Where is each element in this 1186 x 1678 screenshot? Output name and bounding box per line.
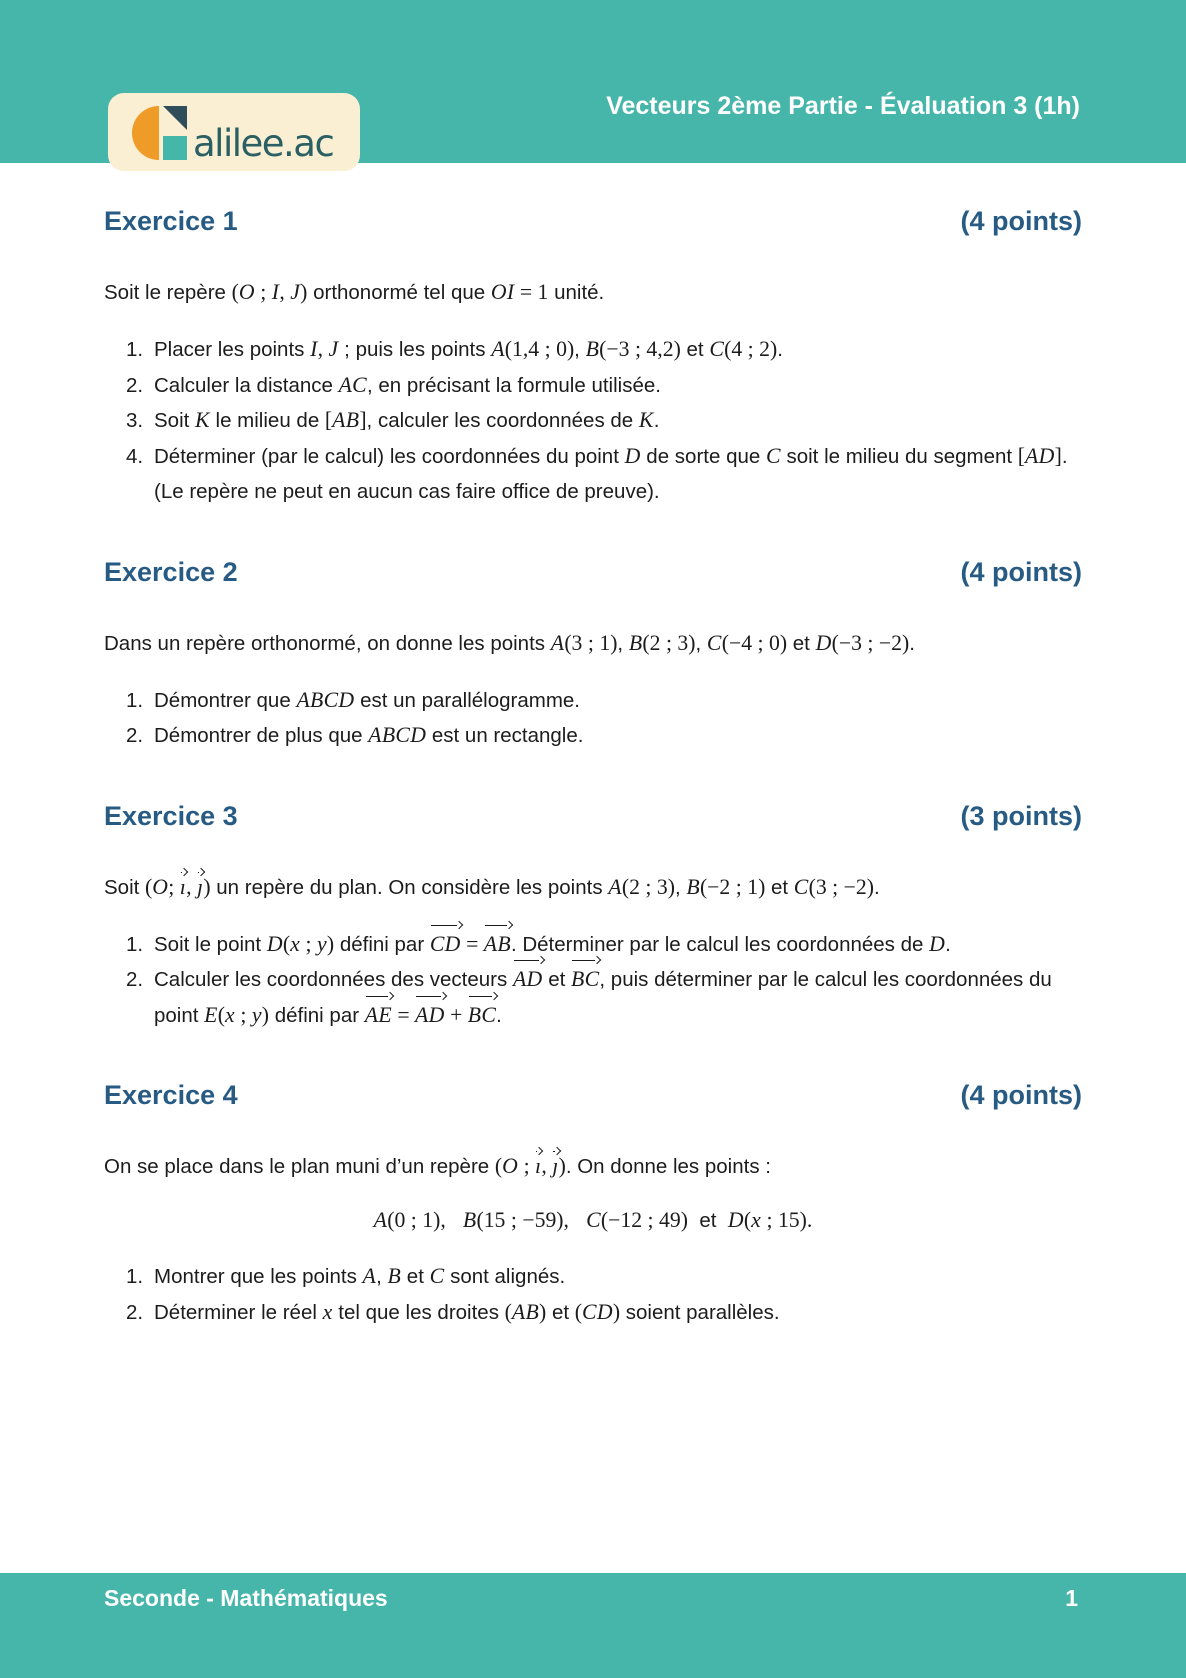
- exercise-equation: A(0 ; 1), B(15 ; −59), C(−12 ; 49) et D(x ; 15).: [373, 1208, 813, 1232]
- math-expression: =: [466, 931, 479, 956]
- vector-expression: BC: [571, 962, 599, 998]
- galilee-logo: [108, 93, 360, 171]
- logo-half-disc: [132, 106, 159, 160]
- math-expression: I, J: [310, 337, 339, 361]
- math-expression: A: [362, 1264, 377, 1288]
- vector-expression: ı: [179, 874, 187, 899]
- math-expression: ABCD: [368, 723, 427, 747]
- exercise-intro: Soit le repère (O ; I, J) orthonormé tel que OI = 1 unité.: [104, 280, 605, 304]
- math-expression: B(−3 ; 4,2): [585, 337, 681, 361]
- logo-square: [163, 136, 187, 160]
- math-expression: AC: [338, 372, 367, 397]
- exercise-question-list: [104, 332, 1082, 510]
- question-item: Déterminer (par le calcul) les coordonnées du point D de sorte que C soit le milieu du segment [AD]. (Le repère ne peut en aucun cas faire office de preuve).: [154, 443, 1068, 503]
- logo-triangle: [163, 106, 187, 130]
- exercise-points-badge: (3 points): [960, 800, 1082, 831]
- math-expression: (O;: [145, 874, 175, 899]
- math-expression: A(1,4 ; 0): [491, 337, 575, 361]
- exercise-heading-row: [104, 205, 1082, 237]
- math-expression: (O ; I, J): [231, 280, 308, 304]
- math-expression: E(x ; y): [204, 1002, 270, 1027]
- math-expression: ,: [541, 1154, 547, 1178]
- exercise-question-list: [104, 1259, 1082, 1330]
- math-expression: C(3 ; −2): [793, 874, 874, 899]
- math-expression: (AB): [504, 1299, 547, 1324]
- math-expression: ,: [186, 874, 192, 899]
- math-expression: C(−12 ; 49): [586, 1208, 688, 1232]
- math-expression: D: [929, 931, 946, 956]
- math-expression: ): [203, 874, 211, 899]
- math-expression: D(x ; 15).: [727, 1208, 813, 1232]
- math-expression: (CD): [574, 1299, 621, 1324]
- math-expression: (O ;: [494, 1154, 530, 1178]
- math-expression: A(3 ; 1): [550, 630, 618, 655]
- document-title: Vecteurs 2ème Partie - Évaluation 3 (1h): [606, 92, 1080, 120]
- math-expression: C(−4 ; 0): [706, 630, 788, 655]
- exercise-title: Exercice 2: [104, 556, 238, 587]
- question-item: Calculer les coordonnées des vecteurs AD et BC, puis déterminer par le calcul les coordonnées du point E(x ; y) défini par AE = AD + BC.: [154, 962, 1082, 1033]
- exercise-title: Exercice 4: [104, 1080, 238, 1110]
- math-expression: +: [450, 1002, 463, 1027]
- exercise-title: Exercice 3: [104, 800, 238, 831]
- math-expression: C: [429, 1264, 445, 1288]
- question-item: Soit K le milieu de [AB], calculer les coordonnées de K.: [154, 408, 660, 432]
- math-expression: B(−2 ; 1): [686, 874, 766, 899]
- math-expression: B: [387, 1264, 402, 1288]
- math-expression: ): [558, 1154, 566, 1178]
- exercise-heading-row: [104, 556, 1082, 588]
- question-item: Calculer la distance AC, en précisant la formule utilisée.: [154, 372, 661, 397]
- vector-expression: AE: [365, 998, 392, 1034]
- vector-expression: AB: [484, 927, 511, 963]
- exercise-points-badge: (4 points): [960, 206, 1082, 236]
- math-expression: x: [322, 1299, 333, 1324]
- document-body: [0, 205, 1186, 1330]
- question-item: Démontrer de plus que ABCD est un rectangle.: [154, 723, 584, 747]
- exercise-title: Exercice 1: [104, 206, 238, 236]
- math-expression: A(0 ; 1),: [373, 1208, 446, 1232]
- vector-expression: AD: [513, 962, 543, 998]
- question-item: Placer les points I, J ; puis les points A(1,4 ; 0), B(−3 ; 4,2) et C(4 ; 2).: [154, 337, 783, 361]
- math-expression: B(15 ; −59),: [462, 1208, 569, 1232]
- math-expression: C: [765, 443, 781, 468]
- footer-course-label: Seconde - Mathématiques: [104, 1585, 388, 1611]
- question-item: Démontrer que ABCD est un parallélogramme.: [154, 687, 581, 712]
- vector-expression: ı: [535, 1154, 542, 1178]
- vector-expression: ȷ: [552, 1154, 559, 1178]
- math-expression: B(2 ; 3): [628, 630, 696, 655]
- question-item: Soit le point D(x ; y) défini par CD = AB. Déterminer par le calcul les coordonnées de D.: [154, 927, 1082, 963]
- math-expression: OI = 1: [490, 280, 549, 304]
- math-expression: K: [638, 408, 654, 432]
- page-footer: [0, 1573, 1186, 1678]
- exercise-points-badge: (4 points): [960, 1080, 1082, 1110]
- exercise-section: [104, 800, 1082, 1034]
- math-expression: K: [195, 408, 210, 432]
- math-expression: C(4 ; 2): [709, 337, 778, 361]
- exercise-intro: Dans un repère orthonormé, on donne les points A(3 ; 1), B(2 ; 3), C(−4 ; 0) et D(−3 ; −2).: [104, 630, 915, 655]
- exercise-intro: On se place dans le plan muni d’un repère (O ; ı, ȷ). On donne les points :: [104, 1154, 771, 1178]
- exercise-section: [104, 205, 1082, 510]
- vector-expression: BC: [468, 998, 496, 1034]
- vector-expression: AD: [415, 998, 445, 1034]
- exercise-question-list: [104, 927, 1082, 1034]
- math-expression: ABCD: [296, 687, 355, 712]
- exercise-intro: Soit (O; ı, ȷ) un repère du plan. On considère les points A(2 ; 3), B(−2 ; 1) et C(3 ; −2).: [104, 874, 880, 899]
- vector-expression: ȷ: [196, 874, 204, 899]
- galilee-g-mark-icon: [131, 105, 187, 161]
- math-expression: A(2 ; 3): [608, 874, 675, 899]
- page-header: [0, 0, 1186, 163]
- math-expression: D(−3 ; −2): [815, 630, 910, 655]
- exercise-question-list: [104, 683, 1082, 754]
- math-expression: =: [397, 1002, 410, 1027]
- math-expression: D: [624, 443, 641, 468]
- exercise-heading-row: [104, 800, 1082, 832]
- exercise-points-badge: (4 points): [960, 556, 1082, 587]
- question-item: Déterminer le réel x tel que les droites (AB) et (CD) soient parallèles.: [154, 1299, 780, 1324]
- logo-text: alilee.ac: [193, 122, 334, 165]
- exercise-heading-row: [104, 1079, 1082, 1111]
- vector-expression: CD: [430, 927, 461, 963]
- math-expression: [AD]: [1017, 443, 1062, 468]
- question-item: Montrer que les points A, B et C sont alignés.: [154, 1264, 566, 1288]
- footer-page-number: 1: [1065, 1585, 1078, 1611]
- math-expression: D(x ; y): [266, 931, 335, 956]
- math-expression: [AB]: [324, 408, 367, 432]
- exercise-section: [104, 1079, 1082, 1330]
- exercise-section: [104, 556, 1082, 754]
